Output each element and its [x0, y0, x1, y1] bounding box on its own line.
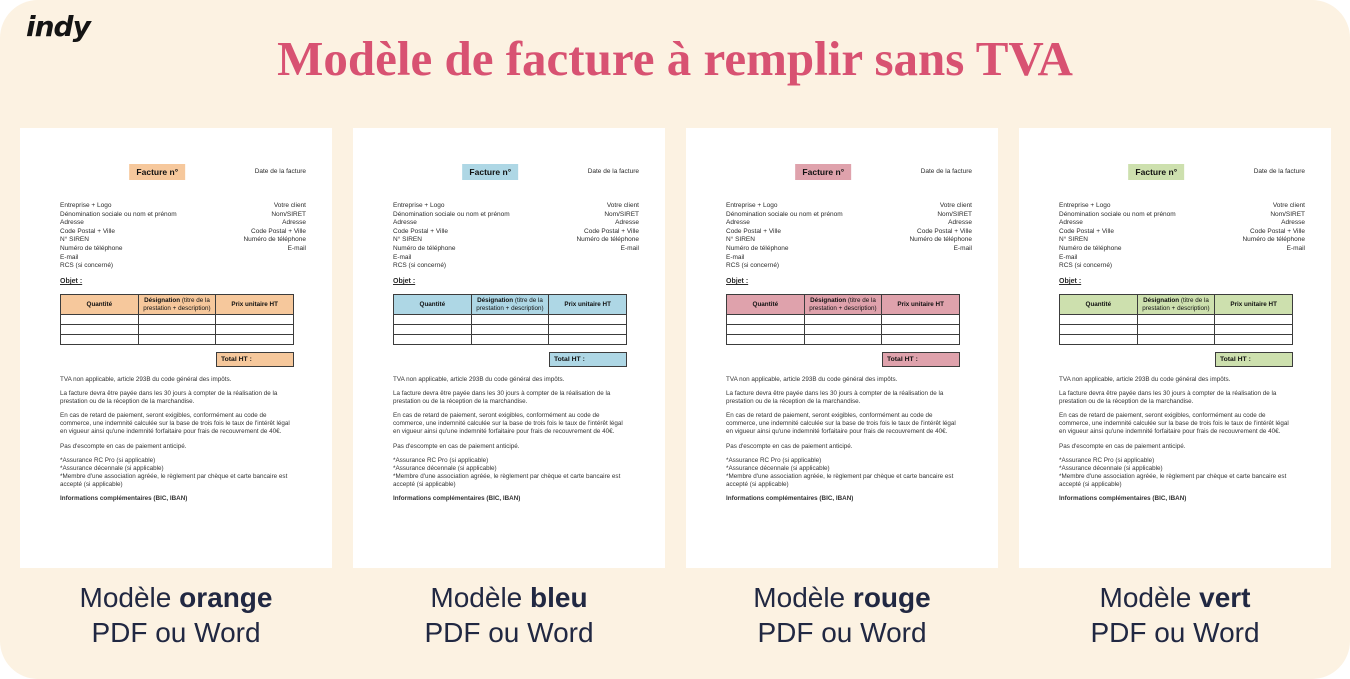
sender-line: Entreprise + Logo	[60, 202, 112, 209]
sender-line: Code Postal + Ville	[726, 227, 781, 235]
col-header-quantity: Quantité	[394, 295, 472, 315]
empty-item-row	[61, 325, 294, 335]
sender-line: Adresse	[726, 219, 750, 227]
model-color-name: rouge	[852, 582, 931, 613]
model-caption-format: PDF ou Word	[757, 617, 927, 648]
total-ht-box: Total HT :	[216, 352, 294, 367]
asterisk-mentions	[726, 457, 960, 489]
col-header-quantity: Quantité	[61, 295, 139, 315]
objet-label: Objet :	[1059, 278, 1082, 285]
invoice-items-table	[726, 294, 960, 345]
legal-paragraph: Pas d'escompte en cas de paiement anticipé.	[393, 442, 520, 450]
model-caption	[20, 580, 332, 650]
legal-paragraph: La facture devra être payée dans les 30 jours à compter de la réalisation de la prestation ou de la réception de la marchandise.	[726, 390, 944, 406]
legal-paragraph: La facture devra être payée dans les 30 jours à compter de la réalisation de la prestation ou de la réception de la marchandise.	[60, 390, 278, 406]
model-caption-title: Modèle rouge	[753, 582, 931, 613]
sender-line: E-mail	[726, 253, 745, 261]
sender-line: Entreprise + Logo	[1059, 202, 1111, 209]
col-header-designation: Désignation (titre de la prestation + description)	[138, 295, 216, 315]
client-block	[909, 202, 972, 271]
invoice-template-preview[interactable]	[20, 128, 332, 568]
objet-label: Objet :	[393, 278, 416, 285]
client-line: Nom/SIRET	[1270, 210, 1305, 218]
empty-item-row	[394, 315, 627, 325]
client-block	[243, 202, 306, 271]
empty-item-row	[727, 325, 960, 335]
sender-block	[1059, 202, 1176, 271]
legal-mentions	[726, 376, 960, 509]
sender-line: RCS (si concerné)	[60, 262, 114, 270]
complementary-info-line: Informations complémentaires (BIC, IBAN)	[1059, 495, 1187, 503]
legal-mentions	[393, 376, 627, 509]
col-header-designation: Désignation (titre de la prestation + description)	[804, 295, 882, 315]
invoice-parties	[726, 202, 972, 271]
complementary-info-line: Informations complémentaires (BIC, IBAN)	[60, 495, 188, 503]
sender-line: RCS (si concerné)	[1059, 262, 1113, 270]
client-line: Adresse	[615, 219, 639, 227]
model-caption	[1019, 580, 1331, 650]
invoice-date-label: Date de la facture	[254, 168, 306, 175]
sender-line: Dénomination sociale ou nom et prénom	[60, 210, 177, 218]
invoice-parties	[393, 202, 639, 271]
col-header-unit-price: Prix unitaire HT	[882, 295, 960, 315]
sender-line: Entreprise + Logo	[393, 202, 445, 209]
sender-line: N° SIREN	[393, 236, 422, 244]
empty-item-row	[61, 315, 294, 325]
sender-line: Code Postal + Ville	[1059, 227, 1114, 235]
asterisk-line: *Assurance RC Pro (si applicable)	[1059, 456, 1155, 464]
asterisk-line: *Membre d'une association agréée, le règlement par chèque et carte bancaire est accepté (si applicable)	[393, 472, 621, 488]
invoice-date-label: Date de la facture	[587, 168, 639, 175]
model-caption-format: PDF ou Word	[424, 617, 594, 648]
legal-paragraph: Pas d'escompte en cas de paiement anticipé.	[1059, 442, 1186, 450]
asterisk-line: *Assurance décennale (si applicable)	[726, 464, 830, 472]
sender-line: Adresse	[1059, 219, 1083, 227]
total-ht-box: Total HT :	[1215, 352, 1293, 367]
empty-item-row	[1060, 315, 1293, 325]
asterisk-line: *Assurance RC Pro (si applicable)	[726, 456, 822, 464]
sender-line: N° SIREN	[60, 236, 89, 244]
client-line: Numéro de téléphone	[909, 236, 972, 244]
col-header-quantity: Quantité	[727, 295, 805, 315]
col-header-designation: Désignation (titre de la prestation + description)	[471, 295, 549, 315]
model-caption-title: Modèle vert	[1099, 582, 1251, 613]
col-header-unit-price: Prix unitaire HT	[216, 295, 294, 315]
legal-paragraph: La facture devra être payée dans les 30 jours à compter de la réalisation de la prestation ou de la réception de la marchandise.	[1059, 390, 1277, 406]
client-line: Votre client	[273, 202, 306, 209]
sender-line: Adresse	[393, 219, 417, 227]
sender-line: Dénomination sociale ou nom et prénom	[393, 210, 510, 218]
sender-line: E-mail	[1059, 253, 1078, 261]
client-line: Nom/SIRET	[604, 210, 639, 218]
legal-paragraph: Pas d'escompte en cas de paiement anticipé.	[60, 442, 187, 450]
empty-item-row	[394, 325, 627, 335]
legal-paragraph: Pas d'escompte en cas de paiement anticipé.	[726, 442, 853, 450]
invoice-date-label: Date de la facture	[920, 168, 972, 175]
invoice-parties	[1059, 202, 1305, 271]
model-color-name: bleu	[530, 582, 588, 613]
client-line: E-mail	[953, 244, 972, 252]
sender-line: Dénomination sociale ou nom et prénom	[726, 210, 843, 218]
legal-paragraph: TVA non applicable, article 293B du code général des impôts.	[726, 376, 898, 383]
model-caption-format: PDF ou Word	[1090, 617, 1260, 648]
model-color-name: orange	[179, 582, 273, 613]
total-ht-box: Total HT :	[882, 352, 960, 367]
asterisk-mentions	[1059, 457, 1293, 489]
client-line: Votre client	[1272, 202, 1305, 209]
sender-line: Numéro de téléphone	[393, 244, 456, 252]
client-line: E-mail	[287, 244, 306, 252]
sender-line: Code Postal + Ville	[60, 227, 115, 235]
legal-paragraph: TVA non applicable, article 293B du code général des impôts.	[60, 376, 232, 383]
legal-paragraph: En cas de retard de paiement, seront exigibles, conformément au code de commerce, une indemnité calculée sur la base de trois fois le taux de l'intérêt légal en vigueur ainsi qu'une indemnité forfaitaire pour frais de recouvrement de 40€.	[60, 412, 290, 436]
asterisk-line: *Assurance RC Pro (si applicable)	[60, 456, 156, 464]
objet-label: Objet :	[726, 278, 749, 285]
client-line: Adresse	[948, 219, 972, 227]
indy-logo: indy	[26, 10, 90, 43]
sender-line: Numéro de téléphone	[726, 244, 789, 252]
client-line: Nom/SIRET	[937, 210, 972, 218]
col-header-designation: Désignation (titre de la prestation + description)	[1137, 295, 1215, 315]
client-line: Numéro de téléphone	[243, 236, 306, 244]
client-line: Numéro de téléphone	[1242, 236, 1305, 244]
sender-line: RCS (si concerné)	[393, 262, 447, 270]
sender-block	[393, 202, 510, 271]
model-caption-format: PDF ou Word	[91, 617, 261, 648]
client-line: Adresse	[1281, 219, 1305, 227]
legal-mentions	[60, 376, 294, 509]
model-caption	[353, 580, 665, 650]
invoice-template-preview[interactable]	[1019, 128, 1331, 568]
client-line: E-mail	[1286, 244, 1305, 252]
facture-number-badge: Facture n°	[1128, 164, 1184, 180]
client-line: Votre client	[606, 202, 639, 209]
empty-item-row	[1060, 325, 1293, 335]
col-header-quantity: Quantité	[1060, 295, 1138, 315]
legal-paragraph: En cas de retard de paiement, seront exigibles, conformément au code de commerce, une indemnité calculée sur la base de trois fois le taux de l'intérêt légal en vigueur ainsi qu'une indemnité forfaitaire pour frais de recouvrement de 40€.	[726, 412, 956, 436]
client-line: E-mail	[620, 244, 639, 252]
sender-line: E-mail	[60, 253, 79, 261]
empty-item-row	[61, 335, 294, 345]
sender-line: Dénomination sociale ou nom et prénom	[1059, 210, 1176, 218]
models-row	[20, 128, 1331, 650]
invoice-date-label: Date de la facture	[1253, 168, 1305, 175]
client-line: Nom/SIRET	[271, 210, 306, 218]
client-line: Code Postal + Ville	[251, 227, 306, 235]
facture-number-badge: Facture n°	[129, 164, 185, 180]
asterisk-line: *Assurance RC Pro (si applicable)	[393, 456, 489, 464]
asterisk-mentions	[393, 457, 627, 489]
col-header-unit-price: Prix unitaire HT	[1215, 295, 1293, 315]
asterisk-line: *Assurance décennale (si applicable)	[393, 464, 497, 472]
model-column	[1019, 128, 1331, 650]
sender-block	[60, 202, 177, 271]
page-title: Modèle de facture à remplir sans TVA	[277, 31, 1073, 86]
legal-paragraph: TVA non applicable, article 293B du code général des impôts.	[393, 376, 565, 383]
client-line: Code Postal + Ville	[917, 227, 972, 235]
sender-line: Adresse	[60, 219, 84, 227]
invoice-items-table	[1059, 294, 1293, 345]
model-column	[353, 128, 665, 650]
total-ht-box: Total HT :	[549, 352, 627, 367]
facture-number-badge: Facture n°	[462, 164, 518, 180]
sender-block	[726, 202, 843, 271]
model-color-name: vert	[1199, 582, 1251, 613]
complementary-info-line: Informations complémentaires (BIC, IBAN)	[393, 495, 521, 503]
sender-line: Code Postal + Ville	[393, 227, 448, 235]
empty-item-row	[727, 315, 960, 325]
invoice-parties	[60, 202, 306, 271]
empty-item-row	[727, 335, 960, 345]
model-caption-title: Modèle orange	[79, 582, 273, 613]
model-caption	[686, 580, 998, 650]
sender-line: N° SIREN	[1059, 236, 1088, 244]
asterisk-line: *Assurance décennale (si applicable)	[1059, 464, 1163, 472]
sender-line: Numéro de téléphone	[60, 244, 123, 252]
client-block	[1242, 202, 1305, 271]
sender-line: N° SIREN	[726, 236, 755, 244]
asterisk-line: *Membre d'une association agréée, le règlement par chèque et carte bancaire est accepté (si applicable)	[1059, 472, 1287, 488]
legal-paragraph: La facture devra être payée dans les 30 jours à compter de la réalisation de la prestation ou de la réception de la marchandise.	[393, 390, 611, 406]
facture-number-badge: Facture n°	[795, 164, 851, 180]
invoice-template-preview[interactable]	[353, 128, 665, 568]
invoice-template-preview[interactable]	[686, 128, 998, 568]
model-caption-title: Modèle bleu	[430, 582, 588, 613]
legal-paragraph: En cas de retard de paiement, seront exigibles, conformément au code de commerce, une indemnité calculée sur la base de trois fois le taux de l'intérêt légal en vigueur ainsi qu'une indemnité forfaitaire pour frais de recouvrement de 40€.	[1059, 412, 1289, 436]
empty-item-row	[394, 335, 627, 345]
asterisk-line: *Membre d'une association agréée, le règlement par chèque et carte bancaire est accepté (si applicable)	[726, 472, 954, 488]
sender-line: E-mail	[393, 253, 412, 261]
client-line: Numéro de téléphone	[576, 236, 639, 244]
client-line: Votre client	[939, 202, 972, 209]
model-column	[686, 128, 998, 650]
asterisk-line: *Membre d'une association agréée, le règlement par chèque et carte bancaire est accepté (si applicable)	[60, 472, 288, 488]
invoice-items-table	[60, 294, 294, 345]
complementary-info-line: Informations complémentaires (BIC, IBAN)	[726, 495, 854, 503]
empty-item-row	[1060, 335, 1293, 345]
model-column	[20, 128, 332, 650]
sender-line: RCS (si concerné)	[726, 262, 780, 270]
asterisk-line: *Assurance décennale (si applicable)	[60, 464, 164, 472]
client-line: Code Postal + Ville	[584, 227, 639, 235]
client-block	[576, 202, 639, 271]
legal-paragraph: En cas de retard de paiement, seront exigibles, conformément au code de commerce, une indemnité calculée sur la base de trois fois le taux de l'intérêt légal en vigueur ainsi qu'une indemnité forfaitaire pour frais de recouvrement de 40€.	[393, 412, 623, 436]
invoice-items-table	[393, 294, 627, 345]
sender-line: Numéro de téléphone	[1059, 244, 1122, 252]
asterisk-mentions	[60, 457, 294, 489]
legal-mentions	[1059, 376, 1293, 509]
col-header-unit-price: Prix unitaire HT	[549, 295, 627, 315]
objet-label: Objet :	[60, 278, 83, 285]
sender-line: Entreprise + Logo	[726, 202, 778, 209]
legal-paragraph: TVA non applicable, article 293B du code général des impôts.	[1059, 376, 1231, 383]
client-line: Adresse	[282, 219, 306, 227]
client-line: Code Postal + Ville	[1250, 227, 1305, 235]
